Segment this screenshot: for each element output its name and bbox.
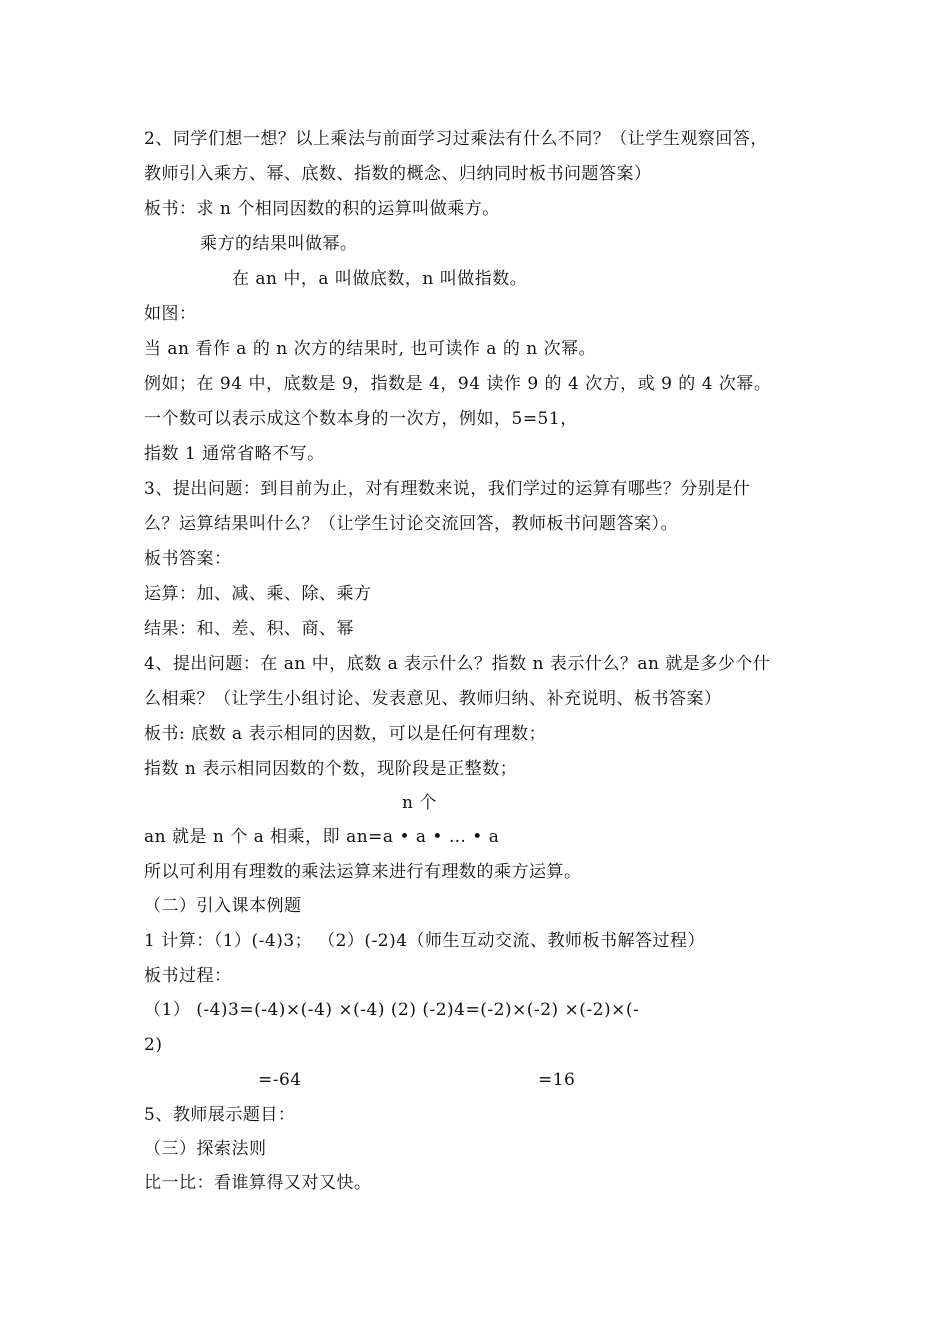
text-line-18: 板书: 底数 a 表示相同的因数，可以是任何有理数； bbox=[144, 724, 547, 744]
text-line-13: 板书答案： bbox=[144, 549, 232, 569]
text-line-27: 2) bbox=[144, 1035, 163, 1055]
text-line-30: 5、教师展示题目： bbox=[144, 1105, 296, 1125]
text-line-29: =16 bbox=[538, 1070, 576, 1090]
text-line-15: 结果：和、差、积、商、幂 bbox=[144, 619, 354, 639]
text-line-24: 1 计算：（1）(-4)3； （2）(-2)4（师生互动交流、教师板书解答过程） bbox=[144, 931, 706, 951]
text-line-25: 板书过程： bbox=[144, 966, 232, 986]
text-line-20: n 个 bbox=[402, 793, 437, 813]
text-line-5: 在 an 中，a 叫做底数，n 叫做指数。 bbox=[232, 269, 528, 289]
text-line-2: 教师引入乘方、幂、底数、指数的概念、归纳同时板书问题答案） bbox=[144, 164, 652, 184]
text-line-17: 么相乘？（让学生小组讨论、发表意见、教师归纳、补充说明、板书答案） bbox=[144, 689, 722, 709]
text-line-14: 运算：加、减、乘、除、乘方 bbox=[144, 584, 372, 604]
text-line-26: （1） (-4)3=(-4)×(-4) ×(-4) (2) (-2)4=(-2)×(-2) ×(-2)×(- bbox=[144, 1000, 640, 1020]
text-line-1: 2、同学们想一想？以上乘法与前面学习过乘法有什么不同？（让学生观察回答， bbox=[144, 129, 768, 149]
text-line-19: 指数 n 表示相同因数的个数，现阶段是正整数； bbox=[144, 759, 518, 779]
text-line-9: 一个数可以表示成这个数本身的一次方，例如，5=51， bbox=[144, 409, 578, 429]
text-line-6: 如图： bbox=[144, 304, 197, 324]
text-line-23: （二）引入课本例题 bbox=[144, 896, 302, 916]
text-line-28: =-64 bbox=[258, 1070, 302, 1090]
text-line-7: 当 an 看作 a 的 n 次方的结果时, 也可读作 a 的 n 次幂。 bbox=[144, 339, 597, 359]
text-line-8: 例如；在 94 中，底数是 9，指数是 4，94 读作 9 的 4 次方，或 9 的 4 次幂。 bbox=[144, 374, 772, 394]
text-line-3: 板书：求 n 个相同因数的积的运算叫做乘方。 bbox=[144, 199, 500, 219]
text-line-12: 么？运算结果叫什么？（让学生讨论交流回答，教师板书问题答案）。 bbox=[144, 514, 678, 534]
text-line-31: （三）探索法则 bbox=[144, 1139, 267, 1159]
text-line-16: 4、提出问题：在 an 中，底数 a 表示什么？指数 n 表示什么？an 就是多少个什 bbox=[144, 654, 771, 674]
text-line-10: 指数 1 通常省略不写。 bbox=[144, 444, 325, 464]
text-line-11: 3、提出问题：到目前为止，对有理数来说，我们学过的运算有哪些？分别是什 bbox=[144, 479, 751, 499]
text-line-21: an 就是 n 个 a 相乘，即 an=a • a • … • a bbox=[144, 827, 500, 847]
text-line-22: 所以可利用有理数的乘法运算来进行有理数的乘方运算。 bbox=[144, 862, 582, 882]
text-line-32: 比一比：看谁算得又对又快。 bbox=[144, 1173, 372, 1193]
text-line-4: 乘方的结果叫做幂。 bbox=[200, 234, 358, 254]
